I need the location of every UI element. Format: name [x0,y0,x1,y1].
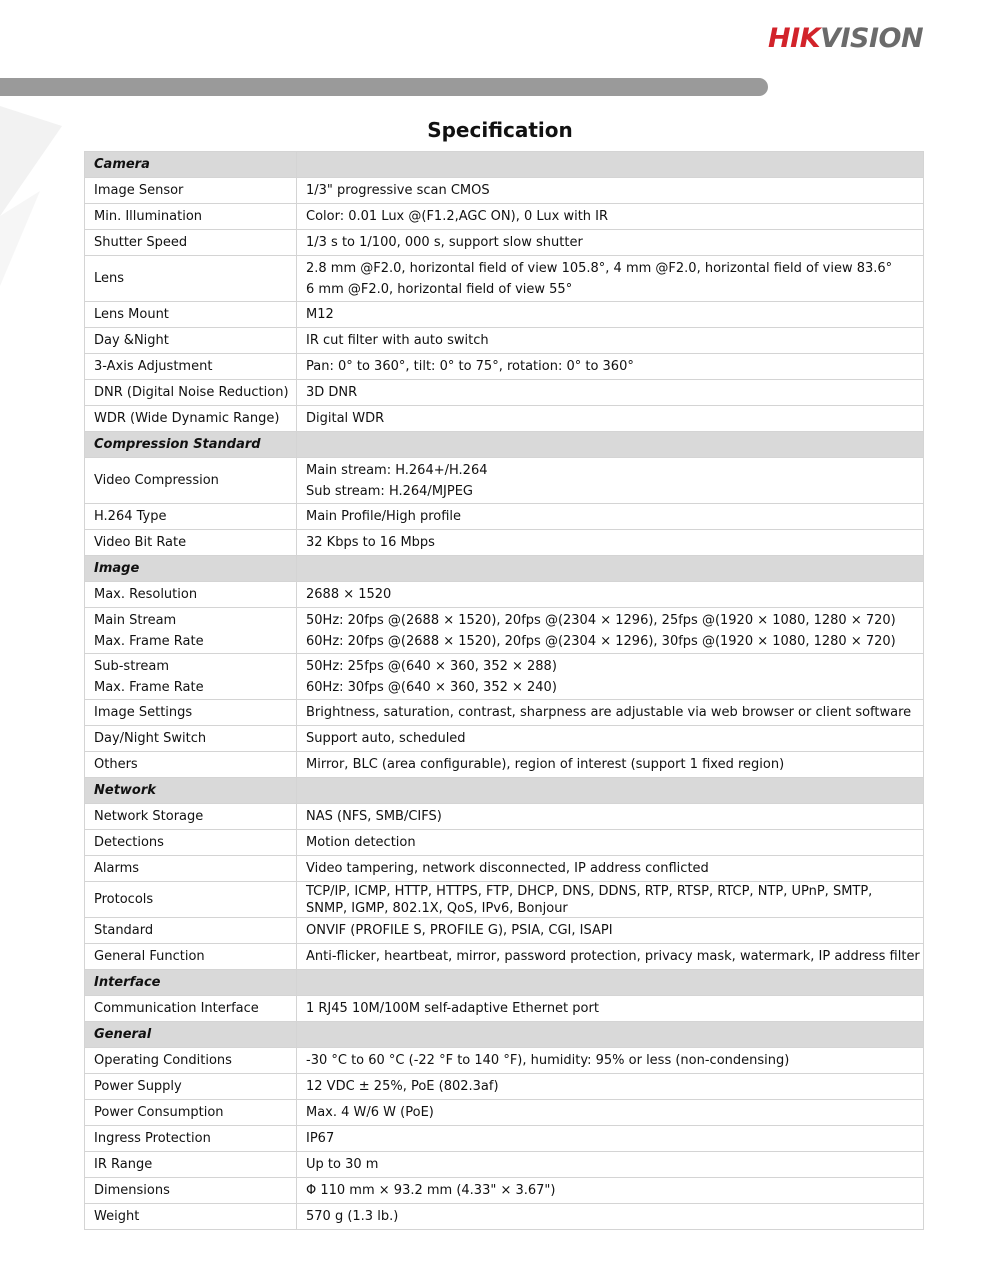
table-row [85,944,924,970]
spec-label [85,302,297,328]
spec-label [85,608,297,654]
spec-label-line: Day &Night [94,333,169,348]
specification-table [84,151,924,1230]
spec-value [297,1074,924,1100]
spec-label [85,328,297,354]
spec-value-line: Color: 0.01 Lux @(F1.2,AGC ON), 0 Lux with IR [306,209,609,224]
table-row [85,856,924,882]
spec-label [85,1178,297,1204]
spec-value-line: ONVIF (PROFILE S, PROFILE G), PSIA, CGI, ISAPI [306,923,613,938]
spec-value-line: 1 RJ45 10M/100M self-adaptive Ethernet port [306,1001,599,1016]
section-header-spacer [297,1022,924,1048]
section-header-spacer [297,970,924,996]
spec-value-line: TCP/IP, ICMP, HTTP, HTTPS, FTP, DHCP, DNS, DDNS, RTP, RTSP, RTCP, NTP, UPnP, SMTP, SNMP, IGMP, 802.1X, QoS, IPv6, Bonjour [306,883,873,916]
spec-value-line: 1/3" progressive scan CMOS [306,183,490,198]
spec-value-line: 12 VDC ± 25%, PoE (802.3af) [306,1079,499,1094]
spec-label-line: Power Supply [94,1079,182,1094]
spec-value-line: 50Hz: 20fps @(2688 × 1520), 20fps @(2304 × 1296), 25fps @(1920 × 1080, 1280 × 720) [306,612,896,628]
spec-value [297,1126,924,1152]
section-header [85,556,924,582]
table-row [85,406,924,432]
spec-label [85,1074,297,1100]
spec-label-line: Standard [94,923,154,938]
spec-value-line: Brightness, saturation, contrast, sharpness are adjustable via web browser or client software [306,705,912,720]
spec-value-line: Sub stream: H.264/MJPEG [306,483,473,499]
table-row [85,1152,924,1178]
spec-label [85,406,297,432]
spec-label [85,504,297,530]
spec-value-line: Support auto, scheduled [306,731,466,746]
spec-value [297,406,924,432]
spec-value-line: Mirror, BLC (area configurable), region of interest (support 1 fixed region) [306,757,785,772]
spec-label [85,354,297,380]
table-row [85,996,924,1022]
spec-label [85,1152,297,1178]
table-row [85,328,924,354]
table-row [85,804,924,830]
spec-value-line: 50Hz: 25fps @(640 × 360, 352 × 288) [306,658,557,674]
spec-value [297,302,924,328]
spec-label [85,830,297,856]
spec-label [85,700,297,726]
spec-label-line: Max. Resolution [94,587,198,602]
spec-value [297,328,924,354]
section-title: Camera [85,152,297,178]
spec-value-line: Video tampering, network disconnected, IP address conflicted [306,861,709,876]
spec-value-line: 2688 × 1520 [306,587,392,602]
spec-label [85,582,297,608]
spec-label [85,256,297,302]
spec-label-line: Communication Interface [94,1001,259,1016]
spec-label [85,230,297,256]
table-row [85,354,924,380]
spec-value [297,1204,924,1230]
table-row [85,1074,924,1100]
spec-value-line: Motion detection [306,835,416,850]
section-header-spacer [297,152,924,178]
spec-label [85,726,297,752]
section-header [85,970,924,996]
table-row [85,230,924,256]
spec-value-line: NAS (NFS, SMB/CIFS) [306,809,442,824]
table-row [85,726,924,752]
spec-value-line: Up to 30 m [306,1157,379,1172]
table-row [85,504,924,530]
spec-label [85,380,297,406]
spec-label [85,996,297,1022]
spec-label [85,1048,297,1074]
spec-label-line: Lens [94,271,125,286]
spec-label-line: Weight [94,1209,140,1224]
spec-label-line: Main Stream [94,612,177,628]
spec-value [297,204,924,230]
spec-label-line: Ingress Protection [94,1131,211,1146]
spec-value-line: 32 Kbps to 16 Mbps [306,535,435,550]
section-header [85,778,924,804]
table-row [85,204,924,230]
table-row [85,830,924,856]
spec-label [85,204,297,230]
spec-value-line: Digital WDR [306,411,385,426]
spec-label-line: Video Compression [94,473,219,488]
spec-label-line: Video Bit Rate [94,535,187,550]
spec-value-line: IR cut filter with auto switch [306,333,489,348]
spec-label-line: IR Range [94,1157,153,1172]
spec-value-line: Main stream: H.264+/H.264 [306,462,488,478]
spec-label-line: Protocols [94,892,154,907]
spec-value-line: 1/3 s to 1/100, 000 s, support slow shutter [306,235,583,250]
spec-value-line: Max. 4 W/6 W (PoE) [306,1105,434,1120]
header-bar [0,78,768,96]
spec-value-line: 60Hz: 30fps @(640 × 360, 352 × 240) [306,679,557,695]
spec-label-line: Alarms [94,861,140,876]
spec-value [297,504,924,530]
brand-logo-red-part: HIK [768,23,821,54]
spec-label [85,752,297,778]
section-header [85,1022,924,1048]
spec-value [297,608,924,654]
table-row [85,1100,924,1126]
spec-value [297,530,924,556]
spec-value-line: -30 °C to 60 °C (-22 °F to 140 °F), humidity: 95% or less (non-condensing) [306,1053,790,1068]
spec-label-line: Network Storage [94,809,204,824]
section-title: Compression Standard [85,432,297,458]
spec-value [297,700,924,726]
spec-label-line: Detections [94,835,164,850]
spec-label [85,1126,297,1152]
spec-label [85,1100,297,1126]
section-header [85,152,924,178]
brand-logo-gray-part: VISION [820,23,924,54]
spec-label-line: Image Settings [94,705,193,720]
specification-table-body [85,152,924,1230]
table-row [85,700,924,726]
spec-value-line: 2.8 mm @F2.0, horizontal field of view 105.8°, 4 mm @F2.0, horizontal field of view 83.6° [306,260,893,276]
spec-label [85,1204,297,1230]
spec-label-line: Operating Conditions [94,1053,232,1068]
table-row [85,608,924,654]
spec-value-line: Pan: 0° to 360°, tilt: 0° to 75°, rotation: 0° to 360° [306,359,634,374]
section-title: Interface [85,970,297,996]
spec-label [85,654,297,700]
spec-label-line: Max. Frame Rate [94,679,204,695]
section-header-spacer [297,556,924,582]
spec-value [297,856,924,882]
spec-value [297,1100,924,1126]
spec-value-line: 6 mm @F2.0, horizontal field of view 55° [306,281,573,297]
table-row [85,1048,924,1074]
spec-label [85,178,297,204]
spec-value [297,996,924,1022]
brand-logo [768,22,923,56]
page-title: Specification [427,118,573,142]
table-row [85,1178,924,1204]
spec-value-line: M12 [306,307,334,322]
spec-label [85,856,297,882]
spec-label-line: Shutter Speed [94,235,188,250]
spec-value-line: 60Hz: 20fps @(2688 × 1520), 20fps @(2304 × 1296), 30fps @(1920 × 1080, 1280 × 720) [306,633,896,649]
spec-label-line: Others [94,757,138,772]
spec-value [297,1048,924,1074]
table-row [85,256,924,302]
table-row [85,1126,924,1152]
spec-value [297,354,924,380]
spec-value-line: 3D DNR [306,385,358,400]
spec-value-line: Φ 110 mm × 93.2 mm (4.33" × 3.67") [306,1183,556,1198]
spec-label-line: Power Consumption [94,1105,224,1120]
spec-label [85,530,297,556]
table-row [85,380,924,406]
spec-label [85,804,297,830]
table-row [85,458,924,504]
spec-value [297,654,924,700]
table-row [85,654,924,700]
table-row [85,752,924,778]
spec-value [297,256,924,302]
spec-label-line: Max. Frame Rate [94,633,204,649]
table-row [85,1204,924,1230]
spec-value [297,804,924,830]
spec-label [85,944,297,970]
section-title: General [85,1022,297,1048]
spec-value-line: IP67 [306,1131,335,1146]
table-row [85,918,924,944]
table-row [85,178,924,204]
spec-label-line: General Function [94,949,205,964]
spec-label-line: Image Sensor [94,183,184,198]
spec-label-line: Dimensions [94,1183,170,1198]
spec-label-line: Sub-stream [94,658,169,674]
spec-label [85,458,297,504]
section-header-spacer [297,778,924,804]
spec-value [297,380,924,406]
spec-value [297,830,924,856]
section-header [85,432,924,458]
spec-label-line: WDR (Wide Dynamic Range) [94,411,280,426]
spec-value [297,178,924,204]
spec-value-line: 570 g (1.3 lb.) [306,1209,399,1224]
table-row [85,582,924,608]
spec-label-line: Min. Illumination [94,209,203,224]
spec-label-line: Day/Night Switch [94,731,207,746]
spec-label [85,918,297,944]
section-header-spacer [297,432,924,458]
spec-value [297,230,924,256]
table-row [85,530,924,556]
spec-value [297,726,924,752]
spec-value-line: Main Profile/High profile [306,509,462,524]
table-row [85,302,924,328]
spec-label-line: DNR (Digital Noise Reduction) [94,385,289,400]
section-title: Image [85,556,297,582]
spec-value-line: Anti-flicker, heartbeat, mirror, password protection, privacy mask, watermark, IP address filter [306,949,920,964]
spec-value [297,1178,924,1204]
spec-value [297,1152,924,1178]
section-title: Network [85,778,297,804]
spec-value [297,752,924,778]
spec-value [297,918,924,944]
spec-value [297,582,924,608]
spec-label-line: Lens Mount [94,307,169,322]
spec-label-line: 3-Axis Adjustment [94,359,213,374]
spec-value [297,944,924,970]
spec-label [85,882,297,918]
spec-value [297,882,924,918]
table-row [85,882,924,918]
spec-label-line: H.264 Type [94,509,167,524]
spec-value [297,458,924,504]
